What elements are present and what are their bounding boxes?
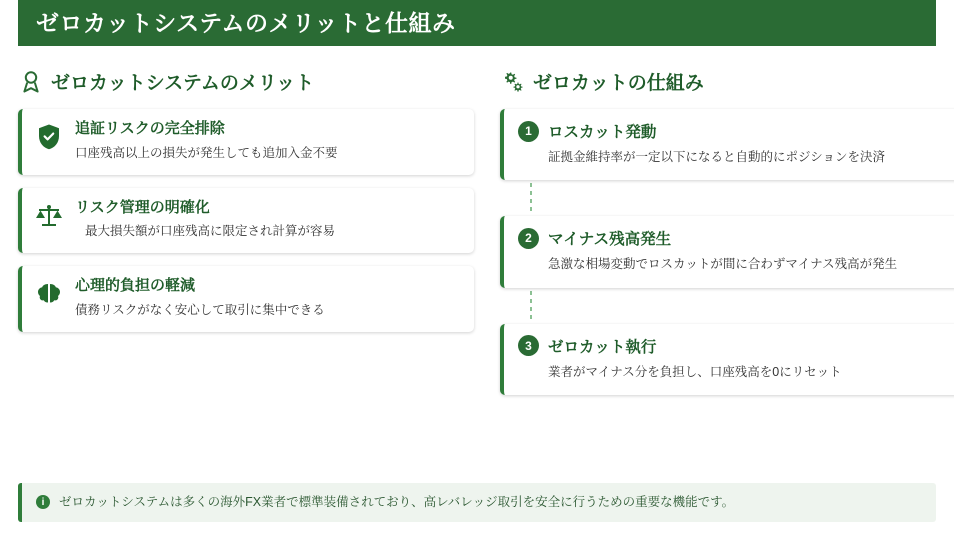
step-card [500,324,954,395]
page-title: ゼロカットシステムのメリットと仕組み [36,9,456,36]
benefit-card-title: リスク管理の明確化 [75,198,210,216]
shield-icon [34,120,64,154]
benefit-card-title: 心理的負担の軽減 [75,277,196,294]
info-icon: i [36,495,50,509]
benefits-column [18,68,474,395]
benefit-card-desc: 債務リスクがなく安心して取引に集中できる [75,302,325,317]
content-columns [18,68,936,395]
step-header [518,120,946,142]
step-number-badge: 1 [518,121,539,142]
benefit-card-title: 追証リスクの完全排除 [75,120,225,137]
benefit-card-body [75,120,460,163]
benefit-card [18,188,474,254]
step-number-badge: 3 [518,335,539,356]
step-title: ゼロカット執行 [548,338,657,356]
benefit-card-desc: 口座残高以上の損失が発生しても追加入金不要 [75,145,338,160]
benefit-card-body [75,277,460,320]
step-card [500,216,954,287]
step-title: マイナス残高発生 [548,231,672,249]
step-desc: 業者がマイナス分を負担し、口座残高を0にリセット [548,364,842,379]
step-header [518,335,946,357]
benefit-card-desc: 最大損失額が口座残高に限定され計算が容易 [85,224,336,239]
step-desc: 急激な相場変動でロスカットが間に合わずマイナス残高が発生 [548,257,898,272]
step-header [518,227,946,249]
footer-note [18,483,936,523]
dashed-line [530,291,532,321]
benefits-section-header [18,68,474,95]
steps-list [500,109,954,395]
mechanism-section-header [500,68,954,95]
ribbon-award-icon [20,70,42,94]
benefits-section-title: ゼロカットシステムのメリット [51,73,315,94]
benefit-card [18,266,474,332]
benefit-card [18,109,474,175]
brain-icon [34,277,64,311]
benefit-card-body [75,199,460,242]
step-card [500,109,954,180]
mechanism-column [500,68,954,395]
header-banner [18,0,936,46]
dashed-line [530,183,532,213]
step-connector [500,288,954,324]
balance-scale-icon [34,199,64,233]
gears-icon [502,70,524,94]
step-connector [500,180,954,216]
mechanism-section-title: ゼロカットの仕組み [533,73,704,94]
footer-note-text: ゼロカットシステムは多くの海外FX業者で標準装備されており、高レバレッジ取引を安全に行うための重要な機能です。 [59,494,735,509]
step-title: ロスカット発動 [548,124,657,141]
step-desc: 証拠金維持率が一定以下になると自動的にポジションを決済 [548,150,885,164]
step-number-badge: 2 [518,228,539,249]
